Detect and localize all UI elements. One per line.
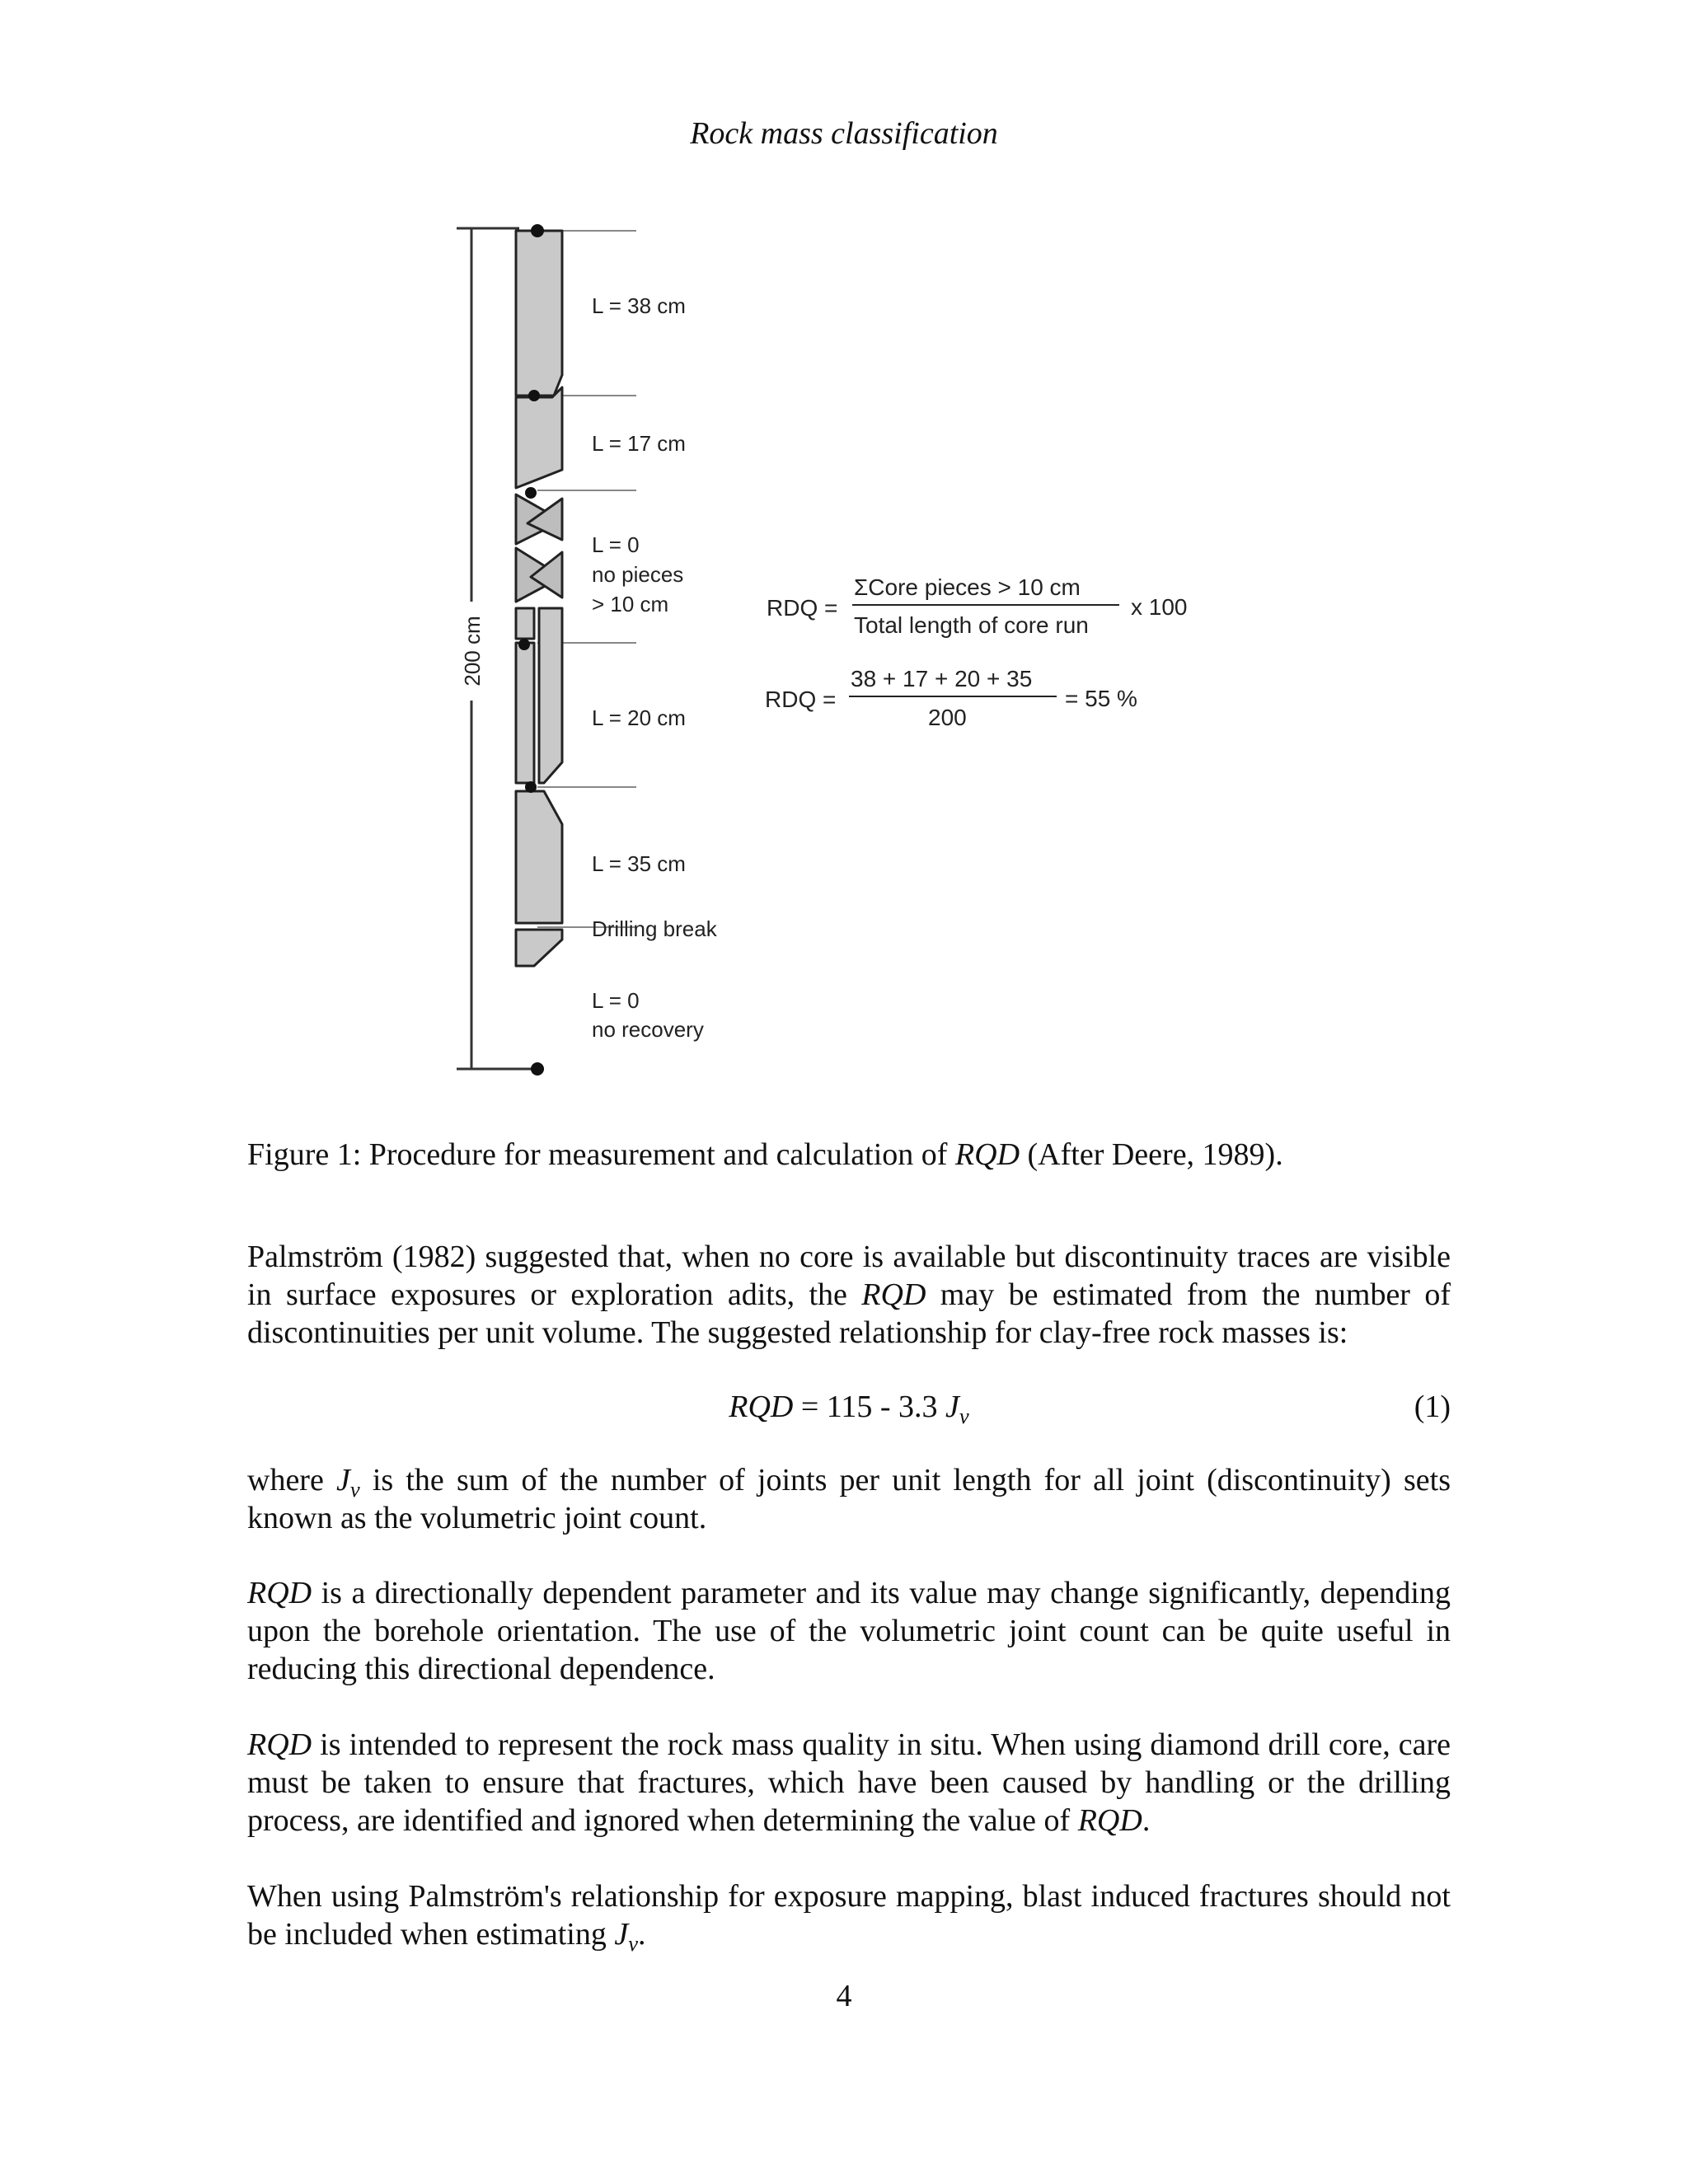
formula1-multiplier: x 100 — [1131, 594, 1188, 620]
broken-fragment-5 — [516, 608, 534, 639]
formula1-lhs: RDQ = — [767, 595, 838, 621]
rqd-term: RQD — [247, 1727, 312, 1762]
formula2-numerator: 38 + 17 + 20 + 35 — [851, 666, 1033, 691]
paragraph-palmstrom: Palmström (1982) suggested that, when no core is available but discontinuity traces are visible in surface exposures or exploration adits, the RQD may be estimated from the number of discontinuities per unit volume. The suggested relationship for clay-free rock masses is: — [247, 1240, 1451, 1350]
equation-1 — [247, 1388, 1451, 1426]
core-column — [516, 231, 562, 966]
core-stub — [516, 930, 562, 966]
broken-fragment-6 — [516, 643, 534, 783]
formula2-result: = 55 % — [1065, 686, 1137, 711]
paragraph-in-situ: RQD is intended to represent the rock mass quality in situ. When using diamond drill core, care must be taken to ensure that fractures, which have been caused by handling or the drilling process, are identified and ignored when determining the value of RQD. — [247, 1727, 1451, 1838]
segment-label-gt10: > 10 cm — [592, 592, 669, 616]
equation-expression: RQD = 115 - 3.3 $J_v$ — [729, 1390, 969, 1428]
paragraph-directional: RQD is a directionally dependent parameter and its value may change significantly, depending upon the borehole orientation. The use of the volumetric joint count can be quite useful in reducing this directional dependence. — [247, 1576, 1451, 1686]
rqd-term: RQD — [247, 1576, 312, 1610]
paragraph-jv-definition: where $J_v$ is the sum of the number of joints per unit length for all joint (discontinuity) sets known as the volumetric joint count. — [247, 1463, 1451, 1535]
drilling-break-label: Drilling break — [592, 916, 717, 941]
equation-number: (1) — [1414, 1390, 1451, 1424]
rqd-formula — [767, 574, 1188, 638]
core-piece-35 — [516, 791, 562, 923]
segment-label-zero: L = 0 — [592, 532, 640, 557]
formula2-lhs: RDQ = — [765, 687, 837, 712]
segment-label-20: L = 20 cm — [592, 705, 686, 730]
rqd-core-figure — [445, 214, 1269, 1096]
segment-label-no-recovery: no recovery — [592, 1017, 704, 1042]
rqd-calculation — [765, 666, 1137, 730]
core-piece-38 — [516, 231, 562, 396]
paragraph-exposure-mapping: When using Palmström's relationship for exposure mapping, blast induced fractures should not be included when estimating $J_v$. — [247, 1879, 1451, 1956]
formula1-numerator: ΣCore pieces > 10 cm — [854, 574, 1081, 600]
segment-label-35: L = 35 cm — [592, 851, 686, 876]
figure-caption: Figure 1: Procedure for measurement and calculation of RQD (After Deere, 1989). — [247, 1137, 1283, 1172]
segment-label-17: L = 17 cm — [592, 431, 686, 456]
segment-label-no-recovery-zero: L = 0 — [592, 988, 640, 1013]
segment-label-no-pieces: no pieces — [592, 562, 684, 587]
formula2-denominator: 200 — [928, 705, 967, 730]
segment-label-38: L = 38 cm — [592, 293, 686, 318]
formula1-denominator: Total length of core run — [854, 612, 1089, 638]
running-header: Rock mass classification — [690, 116, 998, 151]
rqd-term: RQD — [861, 1277, 926, 1312]
core-piece-20 — [539, 608, 562, 783]
page-number: 4 — [836, 1979, 852, 2013]
caption-term: RQD — [954, 1137, 1020, 1172]
core-piece-17 — [516, 387, 562, 488]
rqd-term: RQD — [1077, 1803, 1142, 1838]
length-label: 200 cm — [460, 616, 485, 687]
